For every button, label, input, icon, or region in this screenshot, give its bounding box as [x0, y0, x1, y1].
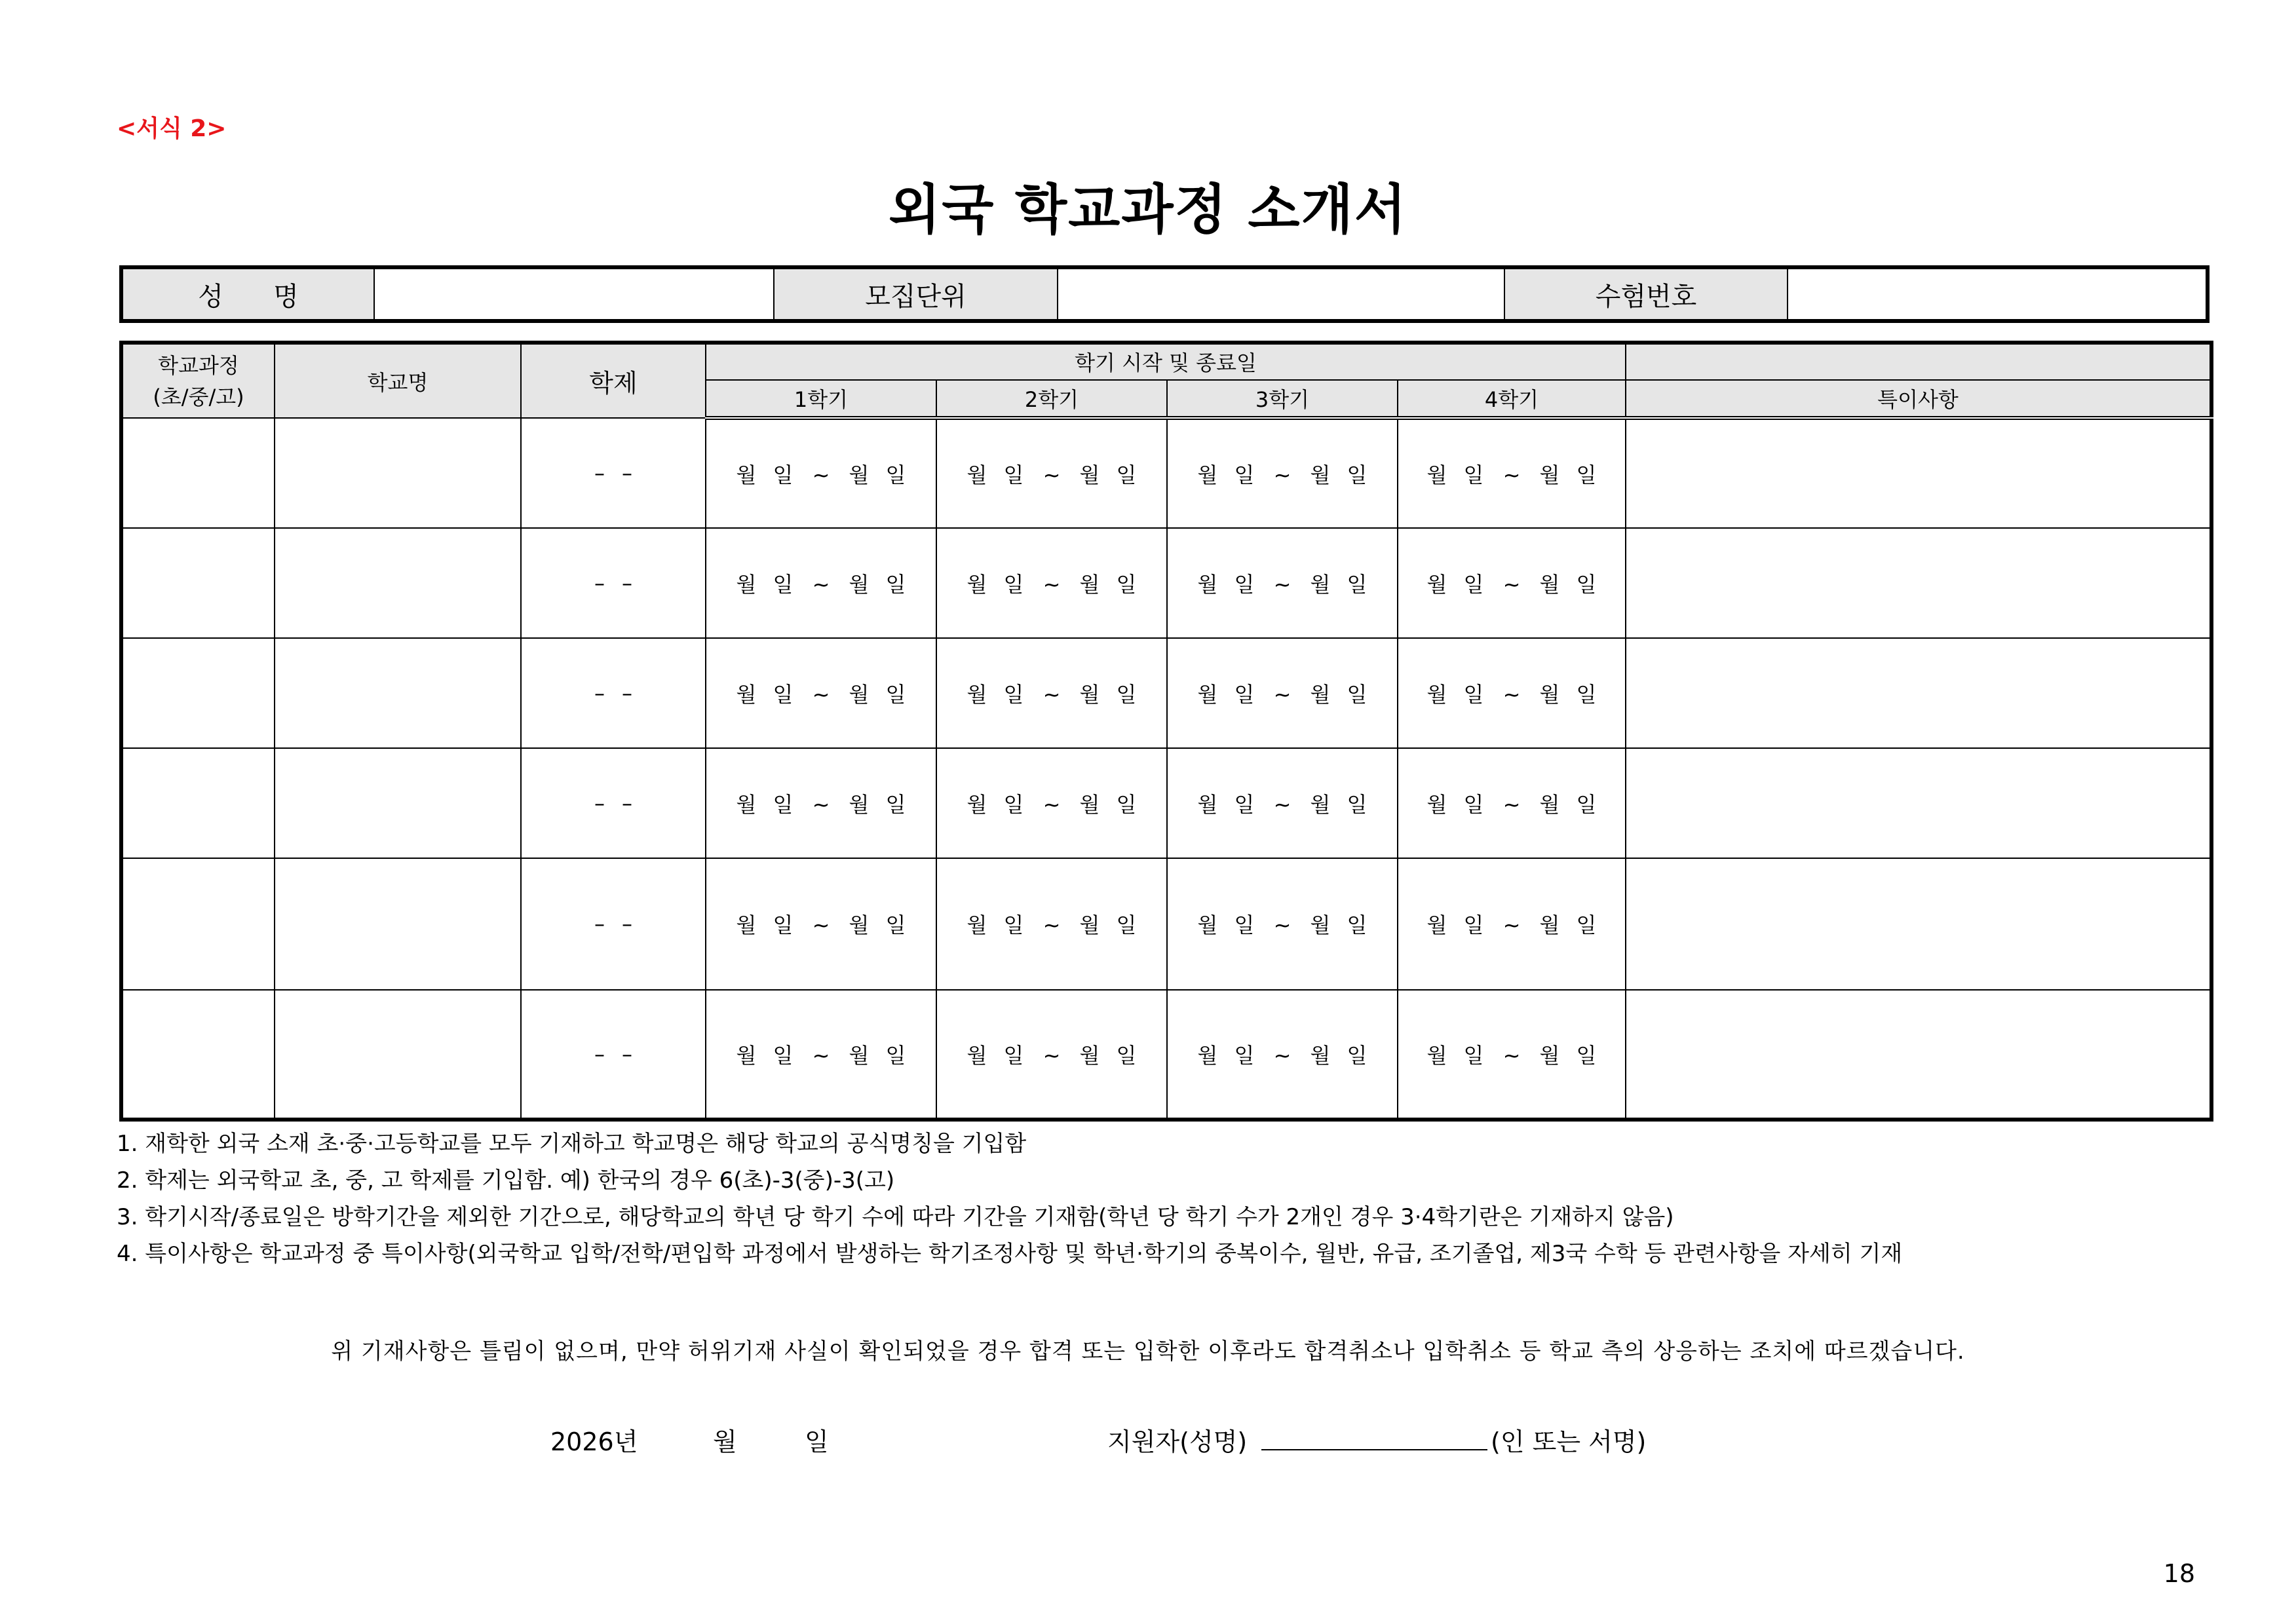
tilde-mark: ~: [1043, 572, 1061, 597]
day-label: 일: [1234, 913, 1255, 938]
course-cell[interactable]: [121, 748, 275, 858]
day-label: 일: [1234, 572, 1255, 597]
month-label: 월: [1197, 1042, 1218, 1068]
dash-mark: –: [622, 461, 632, 486]
month-label: 월: [1079, 572, 1100, 597]
table-body: [121, 418, 2211, 1120]
month-label: 월: [736, 572, 757, 597]
semester-4-date-cell[interactable]: [1398, 990, 1626, 1120]
header-school-system: 학제: [521, 343, 706, 418]
month-label: 월: [1310, 1042, 1331, 1068]
semester-2-date-cell[interactable]: [936, 418, 1167, 528]
remarks-cell[interactable]: [1626, 638, 2211, 748]
header-course: [121, 343, 275, 418]
semester-2-date-cell[interactable]: [936, 528, 1167, 638]
day-label: 일: [1234, 463, 1255, 488]
day-label: 일: [1576, 572, 1597, 597]
month-label: 월: [849, 682, 870, 708]
day-label: 일: [1463, 463, 1484, 488]
day-label: 일: [885, 913, 906, 938]
day-label: 일: [885, 682, 906, 708]
month-label: 월: [1079, 792, 1100, 818]
applicant-label: 지원자(성명): [1107, 1427, 1248, 1456]
header-sem2: 2학기: [936, 380, 1167, 419]
day-label: 일: [1347, 463, 1368, 488]
day-label: 일: [1234, 1042, 1255, 1068]
month-label: 월: [1310, 682, 1331, 708]
school-system-cell[interactable]: [521, 418, 706, 528]
school-system-cell[interactable]: [521, 748, 706, 858]
month-label: 월: [1310, 572, 1331, 597]
dash-mark: –: [594, 1041, 605, 1067]
tilde-mark: ~: [1273, 572, 1292, 597]
signature-row: [0, 1422, 2296, 1461]
tilde-mark: ~: [1502, 572, 1521, 597]
header-semester-dates: 학기 시작 및 종료일: [706, 343, 1626, 380]
applicant-info-table: [119, 265, 2210, 323]
signature-suffix: (인 또는 서명): [1491, 1427, 1647, 1456]
table-row: [121, 638, 2211, 748]
header-school-name: 학교명: [275, 343, 521, 418]
day-label: 일: [773, 1042, 794, 1068]
note-item: 2. 학제는 외국학교 초, 중, 고 학제를 기입함. 예) 한국의 경우 6(초)-3(중)-3(고): [117, 1167, 895, 1194]
remarks-cell[interactable]: [1626, 748, 2211, 858]
tilde-mark: ~: [1273, 463, 1292, 488]
school-name-cell[interactable]: [275, 858, 521, 989]
month-label: 월: [1079, 682, 1100, 708]
header-sem3: 3학기: [1167, 380, 1398, 419]
month-label: 월: [966, 572, 987, 597]
tilde-mark: ~: [1273, 682, 1292, 708]
month-label: 월: [1426, 913, 1447, 938]
day-label: 일: [1234, 792, 1255, 818]
school-name-cell[interactable]: [275, 418, 521, 528]
tilde-mark: ~: [812, 1042, 830, 1068]
month-label: 월: [736, 463, 757, 488]
month-label: 월: [1079, 463, 1100, 488]
exam-number-label: 수험번호: [1504, 267, 1788, 321]
day-label: 일: [1003, 682, 1024, 708]
month-label: 월: [1539, 572, 1560, 597]
day-label: 일: [1463, 682, 1484, 708]
month-label: 월: [966, 913, 987, 938]
month-label: 월: [1426, 463, 1447, 488]
day-label: 일: [1116, 913, 1137, 938]
table-row: [121, 748, 2211, 858]
day-label: 일: [1576, 792, 1597, 818]
month-label: 월: [1426, 682, 1447, 708]
table-row: [121, 858, 2211, 989]
month-label: 월: [849, 1042, 870, 1068]
semester-3-date-cell[interactable]: [1167, 638, 1398, 748]
tilde-mark: ~: [1043, 792, 1061, 818]
month-label: 월: [736, 682, 757, 708]
month-label: 월: [736, 792, 757, 818]
dash-mark: –: [622, 571, 632, 596]
signature-line[interactable]: [1261, 1449, 1487, 1450]
dash-mark: –: [622, 911, 632, 937]
school-name-cell[interactable]: [275, 990, 521, 1120]
school-course-table: [119, 341, 2213, 1122]
day-label: 일: [1116, 682, 1137, 708]
day-label: 일: [773, 913, 794, 938]
day-label: 일: [1003, 913, 1024, 938]
day-label: 일: [1463, 913, 1484, 938]
tilde-mark: ~: [812, 463, 830, 488]
tilde-mark: ~: [1043, 682, 1061, 708]
day-label: 일: [1116, 572, 1137, 597]
school-name-cell[interactable]: [275, 638, 521, 748]
tilde-mark: ~: [1043, 913, 1061, 938]
month-label: 월: [1539, 1042, 1560, 1068]
signature-month: 월: [713, 1427, 737, 1456]
recruitment-unit-label: 모집단위: [774, 267, 1058, 321]
semester-3-date-cell[interactable]: [1167, 748, 1398, 858]
semester-1-date-cell[interactable]: [706, 748, 936, 858]
day-label: 일: [1576, 682, 1597, 708]
semester-3-date-cell[interactable]: [1167, 418, 1398, 528]
day-label: 일: [1234, 682, 1255, 708]
month-label: 월: [1197, 682, 1218, 708]
note-item: 3. 학기시작/종료일은 방학기간을 제외한 기간으로, 해당학교의 학년 당 학기 수에 따라 기간을 기재함(학년 당 학기 수가 2개인 경우 3·4학기란은 기재하지 않음): [117, 1204, 1674, 1230]
note-item: 4. 특이사항은 학교과정 중 특이사항(외국학교 입학/전학/편입학 과정에서 발생하는 학기조정사항 및 학년·학기의 중복이수, 월반, 유급, 조기졸업, 제3국 수학 등 관련사항을 자세히 기재: [117, 1241, 1903, 1267]
semester-1-date-cell[interactable]: [706, 528, 936, 638]
tilde-mark: ~: [1273, 913, 1292, 938]
day-label: 일: [885, 792, 906, 818]
day-label: 일: [1576, 913, 1597, 938]
header-remarks: 특이사항: [1626, 380, 2211, 419]
day-label: 일: [1116, 1042, 1137, 1068]
tilde-mark: ~: [1043, 463, 1061, 488]
table-row: [121, 528, 2211, 638]
course-cell[interactable]: [121, 858, 275, 989]
semester-2-date-cell[interactable]: [936, 858, 1167, 989]
tilde-mark: ~: [1502, 682, 1521, 708]
semester-4-date-cell[interactable]: [1398, 748, 1626, 858]
month-label: 월: [966, 792, 987, 818]
course-cell[interactable]: [121, 638, 275, 748]
day-label: 일: [1003, 792, 1024, 818]
month-label: 월: [1310, 792, 1331, 818]
tilde-mark: ~: [1043, 1042, 1061, 1068]
tilde-mark: ~: [1502, 463, 1521, 488]
dash-mark: –: [594, 461, 605, 486]
school-system-cell[interactable]: [521, 858, 706, 989]
month-label: 월: [1197, 572, 1218, 597]
month-label: 월: [1079, 1042, 1100, 1068]
month-label: 월: [1079, 913, 1100, 938]
school-name-cell[interactable]: [275, 528, 521, 638]
tilde-mark: ~: [1273, 792, 1292, 818]
day-label: 일: [1463, 572, 1484, 597]
school-system-cell[interactable]: [521, 990, 706, 1120]
table-row: [121, 990, 2211, 1120]
semester-4-date-cell[interactable]: [1398, 858, 1626, 989]
month-label: 월: [1310, 913, 1331, 938]
semester-4-date-cell[interactable]: [1398, 418, 1626, 528]
school-system-cell[interactable]: [521, 638, 706, 748]
header-blank: [1626, 343, 2211, 380]
month-label: 월: [1539, 682, 1560, 708]
day-label: 일: [1116, 792, 1137, 818]
course-cell[interactable]: [121, 528, 275, 638]
table-row: [121, 418, 2211, 528]
day-label: 일: [773, 463, 794, 488]
semester-4-date-cell[interactable]: [1398, 638, 1626, 748]
header-sem4: 4학기: [1398, 380, 1626, 419]
month-label: 월: [849, 463, 870, 488]
dash-mark: –: [622, 681, 632, 706]
remarks-cell[interactable]: [1626, 858, 2211, 989]
day-label: 일: [1347, 792, 1368, 818]
page-title: 외국 학교과정 소개서: [888, 179, 1407, 241]
month-label: 월: [1197, 463, 1218, 488]
semester-2-date-cell[interactable]: [936, 748, 1167, 858]
month-label: 월: [849, 572, 870, 597]
notes-list: [117, 1125, 2240, 1272]
day-label: 일: [1003, 572, 1024, 597]
dash-mark: –: [622, 791, 632, 816]
signature-day: 일: [805, 1427, 829, 1456]
day-label: 일: [1347, 1042, 1368, 1068]
dash-mark: –: [622, 1041, 632, 1067]
tilde-mark: ~: [1502, 1042, 1521, 1068]
day-label: 일: [885, 1042, 906, 1068]
day-label: 일: [1463, 792, 1484, 818]
month-label: 월: [966, 1042, 987, 1068]
header-course-line1: 학교과정: [158, 352, 239, 378]
month-label: 월: [1426, 792, 1447, 818]
day-label: 일: [1116, 463, 1137, 488]
header-sem1: 1학기: [706, 380, 936, 419]
day-label: 일: [885, 572, 906, 597]
day-label: 일: [1463, 1042, 1484, 1068]
month-label: 월: [1426, 572, 1447, 597]
dash-mark: –: [594, 571, 605, 596]
semester-2-date-cell[interactable]: [936, 638, 1167, 748]
day-label: 일: [1576, 463, 1597, 488]
school-system-cell[interactable]: [521, 528, 706, 638]
month-label: 월: [736, 913, 757, 938]
month-label: 월: [1539, 913, 1560, 938]
semester-4-date-cell[interactable]: [1398, 528, 1626, 638]
course-cell[interactable]: [121, 990, 275, 1120]
recruitment-unit-field[interactable]: [1058, 267, 1504, 321]
tilde-mark: ~: [812, 682, 830, 708]
remarks-cell[interactable]: [1626, 418, 2211, 528]
day-label: 일: [885, 463, 906, 488]
tilde-mark: ~: [812, 572, 830, 597]
page-number: 18: [2163, 1559, 2195, 1588]
pledge-statement: 위 기재사항은 틀림이 없으며, 만약 허위기재 사실이 확인되었을 경우 합격 또는 입학한 이후라도 합격취소나 입학취소 등 학교 측의 상응하는 조치에 따르겠습니다.: [331, 1338, 1965, 1365]
form-label: <서식 2>: [117, 115, 227, 142]
semester-3-date-cell[interactable]: [1167, 990, 1398, 1120]
day-label: 일: [773, 792, 794, 818]
day-label: 일: [773, 682, 794, 708]
day-label: 일: [1576, 1042, 1597, 1068]
month-label: 월: [1197, 792, 1218, 818]
month-label: 월: [1310, 463, 1331, 488]
month-label: 월: [1197, 913, 1218, 938]
day-label: 일: [773, 572, 794, 597]
note-item: 1. 재학한 외국 소재 초·중·고등학교를 모두 기재하고 학교명은 해당 학교의 공식명칭을 기입함: [117, 1131, 1027, 1157]
tilde-mark: ~: [1273, 1042, 1292, 1068]
signature-year: 2026년: [550, 1427, 638, 1456]
month-label: 월: [1539, 463, 1560, 488]
semester-2-date-cell[interactable]: [936, 990, 1167, 1120]
day-label: 일: [1003, 1042, 1024, 1068]
tilde-mark: ~: [812, 792, 830, 818]
semester-1-date-cell[interactable]: [706, 638, 936, 748]
month-label: 월: [849, 792, 870, 818]
dash-mark: –: [594, 911, 605, 937]
remarks-cell[interactable]: [1626, 528, 2211, 638]
dash-mark: –: [594, 681, 605, 706]
school-name-cell[interactable]: [275, 748, 521, 858]
course-cell[interactable]: [121, 418, 275, 528]
month-label: 월: [966, 463, 987, 488]
semester-1-date-cell[interactable]: [706, 990, 936, 1120]
dash-mark: –: [594, 791, 605, 816]
tilde-mark: ~: [812, 913, 830, 938]
name-field[interactable]: [374, 267, 774, 321]
semester-3-date-cell[interactable]: [1167, 858, 1398, 989]
month-label: 월: [849, 913, 870, 938]
remarks-cell[interactable]: [1626, 990, 2211, 1120]
tilde-mark: ~: [1502, 913, 1521, 938]
month-label: 월: [966, 682, 987, 708]
semester-1-date-cell[interactable]: [706, 418, 936, 528]
exam-number-field[interactable]: [1788, 267, 2208, 321]
semester-3-date-cell[interactable]: [1167, 528, 1398, 638]
day-label: 일: [1003, 463, 1024, 488]
name-label: 성 명: [121, 267, 374, 321]
day-label: 일: [1347, 913, 1368, 938]
day-label: 일: [1347, 682, 1368, 708]
month-label: 월: [736, 1042, 757, 1068]
month-label: 월: [1426, 1042, 1447, 1068]
day-label: 일: [1347, 572, 1368, 597]
tilde-mark: ~: [1502, 792, 1521, 818]
header-course-line2: (초/중/고): [153, 384, 244, 409]
semester-1-date-cell[interactable]: [706, 858, 936, 989]
month-label: 월: [1539, 792, 1560, 818]
